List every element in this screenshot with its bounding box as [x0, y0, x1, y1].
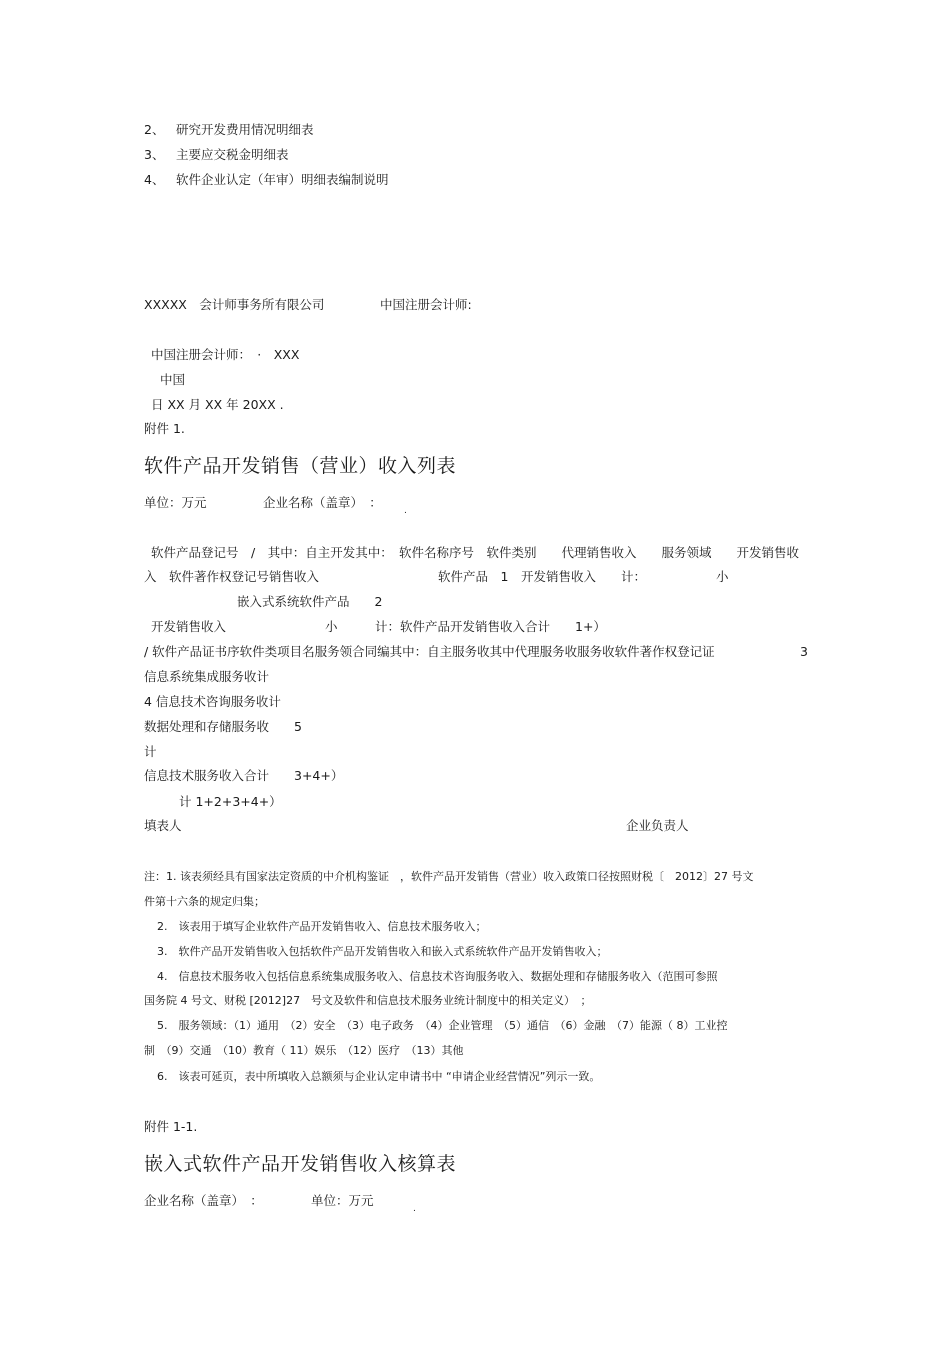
list-item-text: 软件企业认定（年审）明细表编制说明: [176, 172, 389, 187]
dot-mark: .: [404, 506, 407, 516]
table-row: 软件产品登记号 / 其中：自主开发其中： 软件名称序号 软件类别 代理销售收入 服务领域 开发销售收: [151, 545, 799, 560]
unit-label: 单位：万元: [144, 495, 207, 510]
table-row: 入 软件著作权登记号销售收入: [144, 569, 320, 584]
note-line: 3. 软件产品开发销售收入包括软件产品开发销售收入和嵌入式系统软件产品开发销售收入；: [157, 945, 608, 958]
table-row: 软件产品 1 开发销售收入 计：: [438, 569, 646, 584]
note-line: 4. 信息技术服务收入包括信息系统集成服务收入、信息技术咨询服务收入、数据处理和存储服务收入（范围可参照: [157, 970, 718, 983]
signature-date: 日 XX 月 XX 年 20XX .: [151, 397, 284, 412]
company-label: 企业名称（盖章） ：: [263, 495, 382, 510]
table-row: 嵌入式系统软件产品 2: [237, 594, 383, 609]
table-row: / 软件产品证书序软件类项目名服务领合同编其中：自主服务收其中代理服务收服务收软件著作权登记证: [144, 644, 715, 659]
list-item-text: 研究开发费用情况明细表: [176, 122, 314, 137]
table-row: 小: [716, 569, 729, 584]
table-row: 计 1+2+3+4+）: [179, 794, 282, 809]
filler-label: 填表人: [144, 818, 182, 833]
note-line: 注：1. 该表须经具有国家法定资质的中介机构鉴证 ，软件产品开发销售（营业）收入政策口径按照财税〔 2012〕27 号文: [144, 870, 754, 883]
note-line: 件第十六条的规定归集；: [144, 895, 265, 908]
table-row: 数据处理和存储服务收 5: [144, 719, 302, 734]
country: 中国: [160, 372, 186, 387]
note-line: 6. 该表可延页，表中所填收入总额须与企业认定申请书中 “申请企业经营情况”列示一致。: [157, 1070, 601, 1083]
cpa-label: 中国注册会计师:: [380, 297, 472, 312]
company-label: 企业名称（盖章） ：: [144, 1193, 263, 1208]
dot-mark: .: [413, 1204, 416, 1214]
list-item-num: 3、: [144, 147, 165, 162]
annex-label: 附件 1-1.: [144, 1119, 198, 1134]
note-line: 国务院 4 号文、财税 [2012]27 号文及软件和信息技术服务业统计制度中的相关定义） ；: [144, 994, 592, 1007]
list-item-text: 主要应交税金明细表: [176, 147, 289, 162]
table-row: 信息系统集成服务收计: [144, 669, 270, 684]
cpa-line: 中国注册会计师： · XXX: [151, 347, 300, 362]
leader-label: 企业负责人: [626, 818, 689, 833]
note-line: 制 （9）交通 （10）教育（ 11）娱乐 （12）医疗 （13）其他: [144, 1044, 464, 1057]
note-line: 5. 服务领域：（1）通用 （2）安全 （3）电子政务 （4）企业管理 （5）通信 （6）金融 （7）能源（ 8）工业控: [157, 1019, 728, 1032]
table-row: 小 计：软件产品开发销售收入合计 1+）: [325, 619, 606, 634]
annex-label: 附件 1.: [144, 421, 185, 436]
note-line: 2. 该表用于填写企业软件产品开发销售收入、信息技术服务收入；: [157, 920, 487, 933]
list-item-num: 4、: [144, 172, 165, 187]
table-row: 3: [800, 644, 808, 659]
unit-label: 单位：万元: [311, 1193, 374, 1208]
table-row: 计: [144, 744, 157, 759]
table-row: 开发销售收入: [151, 619, 227, 634]
accounting-firm: XXXXX 会计师事务所有限公司: [144, 297, 325, 312]
annex-title: 嵌入式软件产品开发销售收入核算表: [144, 1153, 457, 1175]
annex-title: 软件产品开发销售（营业）收入列表: [144, 455, 457, 477]
table-row: 信息技术服务收入合计 3+4+）: [144, 768, 344, 783]
list-item-num: 2、: [144, 122, 165, 137]
table-row: 4 信息技术咨询服务收计: [144, 694, 281, 709]
